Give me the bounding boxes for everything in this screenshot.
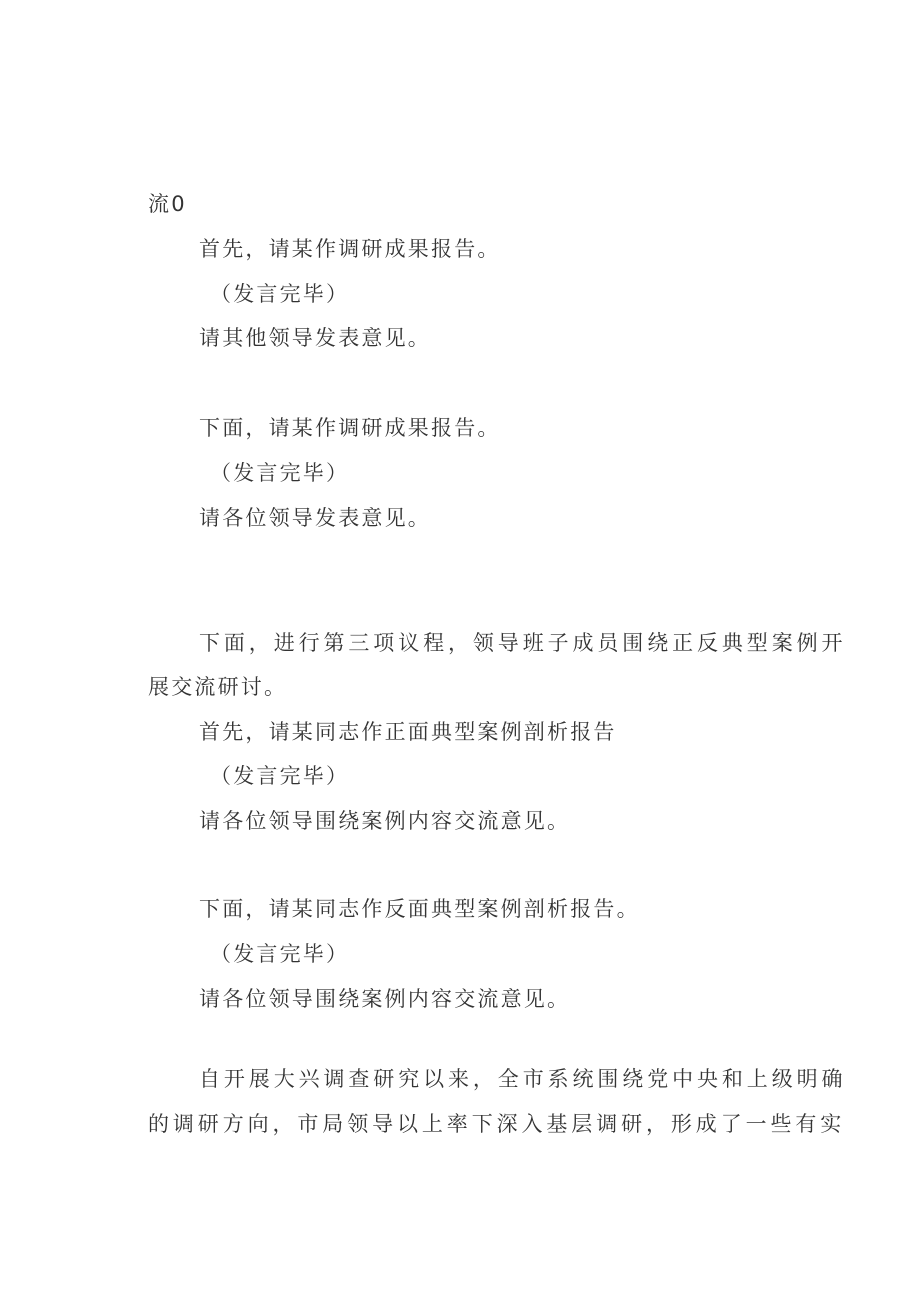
text-line: 请各位领导发表意见。 — [199, 506, 431, 530]
text-line: 流0 — [148, 192, 187, 216]
text-line: 首先，请某作调研成果报告。 — [199, 237, 501, 261]
text-line: 请各位领导围绕案例内容交流意见。 — [199, 809, 571, 833]
text-line: 首先，请某同志作正面典型案例剖析报告 — [199, 720, 617, 744]
text-line: 请其他领导发表意见。 — [199, 326, 431, 350]
text-line: 展交流研讨。 — [148, 675, 288, 699]
text-line: 请各位领导围绕案例内容交流意见。 — [199, 987, 571, 1011]
text-line: （发言完毕） — [210, 764, 350, 788]
text-line: 下面，请某作调研成果报告。 — [199, 416, 501, 440]
text-line: （发言完毕） — [210, 942, 350, 966]
text-line: （发言完毕） — [210, 282, 350, 306]
text-line: 的调研方向，市局领导以上率下深入基层调研，形成了一些有实 — [148, 1112, 846, 1136]
text-line: （发言完毕） — [210, 461, 350, 485]
text-line: 下面，请某同志作反面典型案例剖析报告。 — [199, 897, 640, 921]
text-line: 自开展大兴调查研究以来，全市系统围绕党中央和上级明确 — [199, 1067, 847, 1091]
text-line: 下面，进行第三项议程，领导班子成员围绕正反典型案例开 — [199, 631, 847, 655]
